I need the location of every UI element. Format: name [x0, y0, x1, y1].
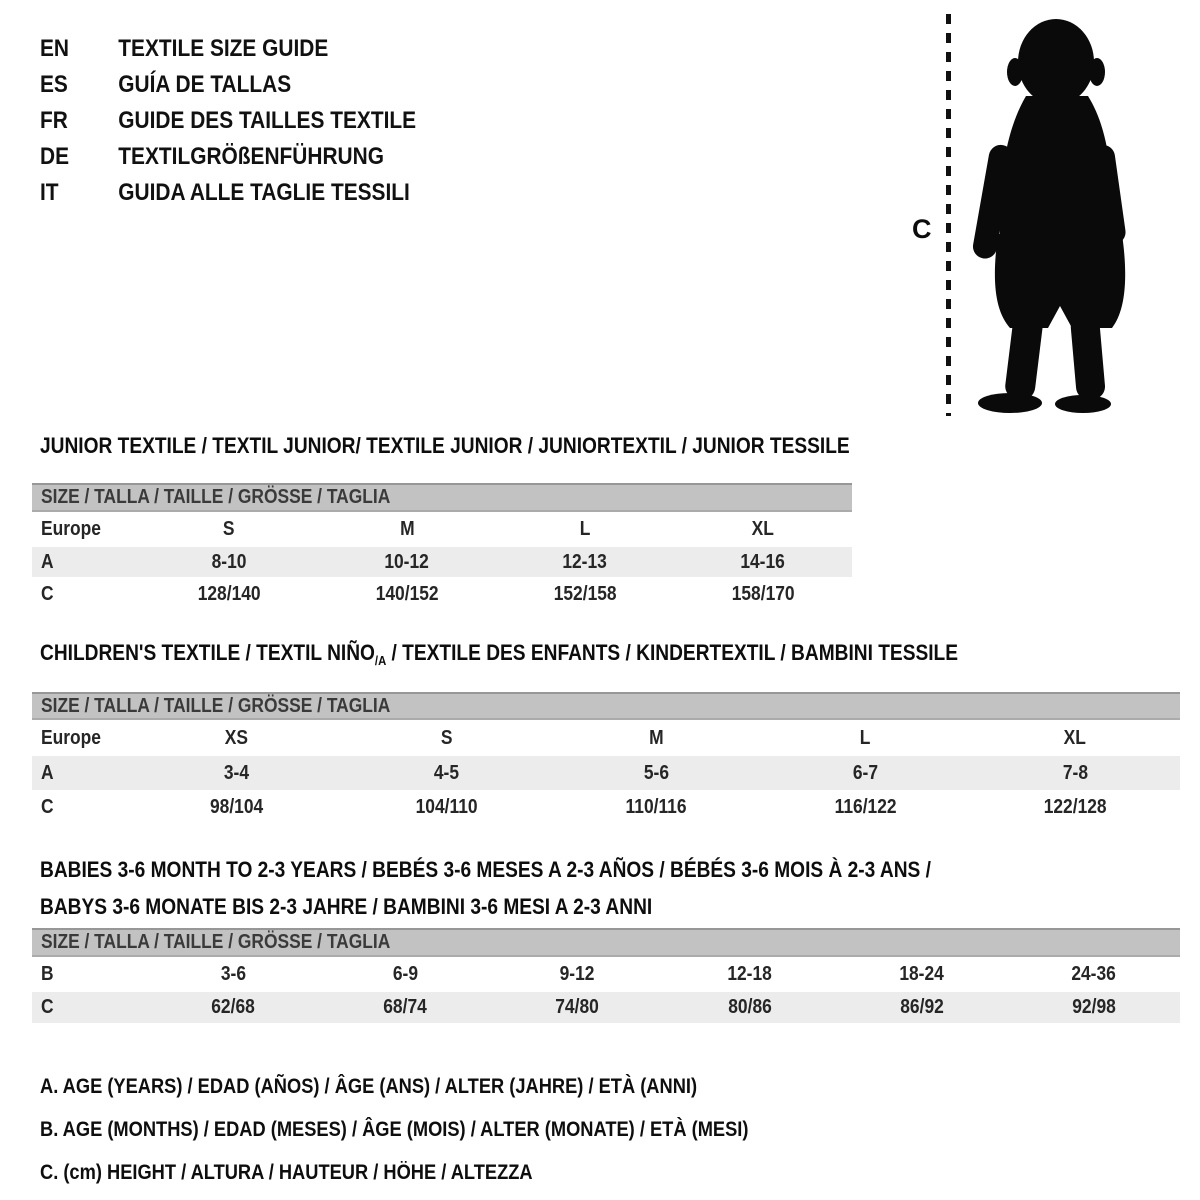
height-cell: 152/158	[553, 583, 617, 605]
height-measure-dashed-line	[946, 14, 951, 416]
size-cell: M	[648, 726, 664, 749]
age-cell: 5-6	[643, 761, 669, 784]
height-cell: 110/116	[625, 796, 687, 818]
row-label: Europe	[41, 518, 101, 540]
age-cell: 6-7	[853, 761, 879, 784]
size-header-bar: SIZE / TALLA / TAILLE / GRÖSSE / TAGLIA	[32, 483, 852, 512]
height-cell: 128/140	[197, 583, 261, 605]
language-code: EN	[40, 35, 70, 62]
junior-size-table	[32, 483, 852, 612]
size-header-bar: SIZE / TALLA / TAILLE / GRÖSSE / TAGLIA	[32, 692, 1180, 720]
age-cell: 6-9	[392, 963, 418, 985]
row-label: B	[41, 963, 54, 985]
size-cell: L	[860, 726, 871, 749]
size-cell: S	[440, 726, 453, 749]
size-cell: S	[223, 518, 235, 540]
height-cell: 158/170	[731, 583, 795, 605]
size-header-bar: SIZE / TALLA / TAILLE / GRÖSSE / TAGLIA	[32, 928, 1180, 957]
nino-a-subscript: /A	[374, 653, 387, 668]
age-cell: 7-8	[1062, 761, 1088, 784]
junior-section-heading: JUNIOR TEXTILE / TEXTIL JUNIOR/ TEXTILE JUNIOR / JUNIORTEXTIL / JUNIOR TESSILE	[40, 433, 850, 458]
height-cell: 98/104	[210, 796, 264, 818]
age-cell: 10-12	[384, 550, 430, 573]
language-code: IT	[40, 179, 59, 206]
language-title-list	[40, 31, 472, 211]
height-cell: 68/74	[383, 996, 428, 1018]
age-cell: 24-36	[1071, 963, 1117, 985]
table-row-height	[32, 992, 1180, 1023]
language-row-fr	[40, 103, 472, 139]
language-row-es	[40, 67, 472, 103]
children-section-heading: CHILDREN'S TEXTILE / TEXTIL $NIÑO_{/A}$ / TEXTILE DES ENFANTS / KINDERTEXTIL / BAMBINI TESSILE	[40, 640, 959, 668]
row-label: C	[41, 996, 54, 1018]
age-cell: 12-13	[562, 550, 608, 573]
age-cell: 4-5	[433, 761, 459, 784]
language-title: GUIDE DES TAILLES TEXTILE	[118, 107, 417, 134]
height-cell: 92/98	[1072, 996, 1116, 1018]
age-cell: 12-18	[727, 963, 772, 985]
size-cell: L	[579, 518, 591, 540]
toddler-silhouette	[962, 10, 1142, 416]
language-row-it	[40, 175, 472, 211]
height-measure-label: C	[912, 214, 932, 244]
height-cell: 140/152	[375, 583, 439, 605]
height-cell: 74/80	[555, 996, 600, 1018]
size-cell: XS	[225, 726, 249, 749]
note-age-months: B. AGE (MONTHS) / EDAD (MESES) / ÂGE (MOIS) / ALTER (MONATE) / ETÀ (MESI)	[40, 1118, 749, 1141]
language-title: TEXTILE SIZE GUIDE	[118, 35, 329, 62]
babies-heading-line1: BABIES 3-6 MONTH TO 2-3 YEARS / BEBÉS 3-6 MESES A 2-3 AÑOS / BÉBÉS 3-6 MOIS À 2-3 ANS /	[40, 857, 931, 882]
height-cell: 122/128	[1043, 796, 1107, 818]
table-row-europe	[32, 512, 852, 547]
age-cell: 14-16	[740, 550, 786, 573]
height-cell: 80/86	[727, 996, 772, 1018]
language-title: GUIDA ALLE TAGLIE TESSILI	[118, 179, 410, 206]
row-label: A	[41, 761, 54, 784]
note-age-years: A. AGE (YEARS) / EDAD (AÑOS) / ÂGE (ANS) / ALTER (JAHRE) / ETÀ (ANNI)	[40, 1075, 698, 1098]
babies-size-table	[32, 928, 1180, 1023]
height-cell: 86/92	[899, 996, 944, 1018]
language-code: FR	[40, 107, 68, 134]
row-label: Europe	[41, 726, 101, 749]
age-cell: 8-10	[211, 550, 247, 573]
row-label: C	[41, 796, 54, 818]
size-cell: M	[399, 518, 415, 540]
language-title: TEXTILGRÖßENFÜHRUNG	[118, 143, 384, 170]
table-row-height	[32, 577, 852, 612]
language-code: DE	[40, 143, 70, 170]
age-cell: 18-24	[899, 963, 945, 985]
children-size-table	[32, 692, 1180, 825]
language-title: GUÍA DE TALLAS	[118, 71, 292, 98]
language-row-de	[40, 139, 472, 175]
babies-section-heading	[40, 851, 1064, 925]
size-cell: XL	[1064, 726, 1087, 749]
age-cell: 3-6	[220, 963, 246, 985]
table-row-europe	[32, 720, 1180, 756]
height-cell: 116/122	[834, 796, 897, 818]
language-row-en	[40, 31, 472, 67]
table-row-age	[32, 547, 852, 577]
language-code: ES	[40, 71, 68, 98]
size-cell: XL	[751, 518, 775, 540]
table-row-height	[32, 790, 1180, 825]
age-cell: 9-12	[560, 963, 595, 985]
babies-heading-line2: BABYS 3-6 MONATE BIS 2-3 JAHRE / BAMBINI 3-6 MESI A 2-3 ANNI	[40, 894, 653, 919]
legend-notes	[40, 1065, 854, 1194]
row-label: C	[41, 583, 54, 605]
table-row-age	[32, 756, 1180, 790]
row-label: A	[41, 550, 54, 573]
table-row-age-months	[32, 957, 1180, 992]
age-cell: 3-4	[224, 761, 250, 784]
height-cell: 104/110	[415, 796, 478, 818]
note-height-cm: C. (cm) HEIGHT / ALTURA / HAUTEUR / HÖHE / ALTEZZA	[40, 1161, 533, 1184]
height-cell: 62/68	[211, 996, 255, 1018]
